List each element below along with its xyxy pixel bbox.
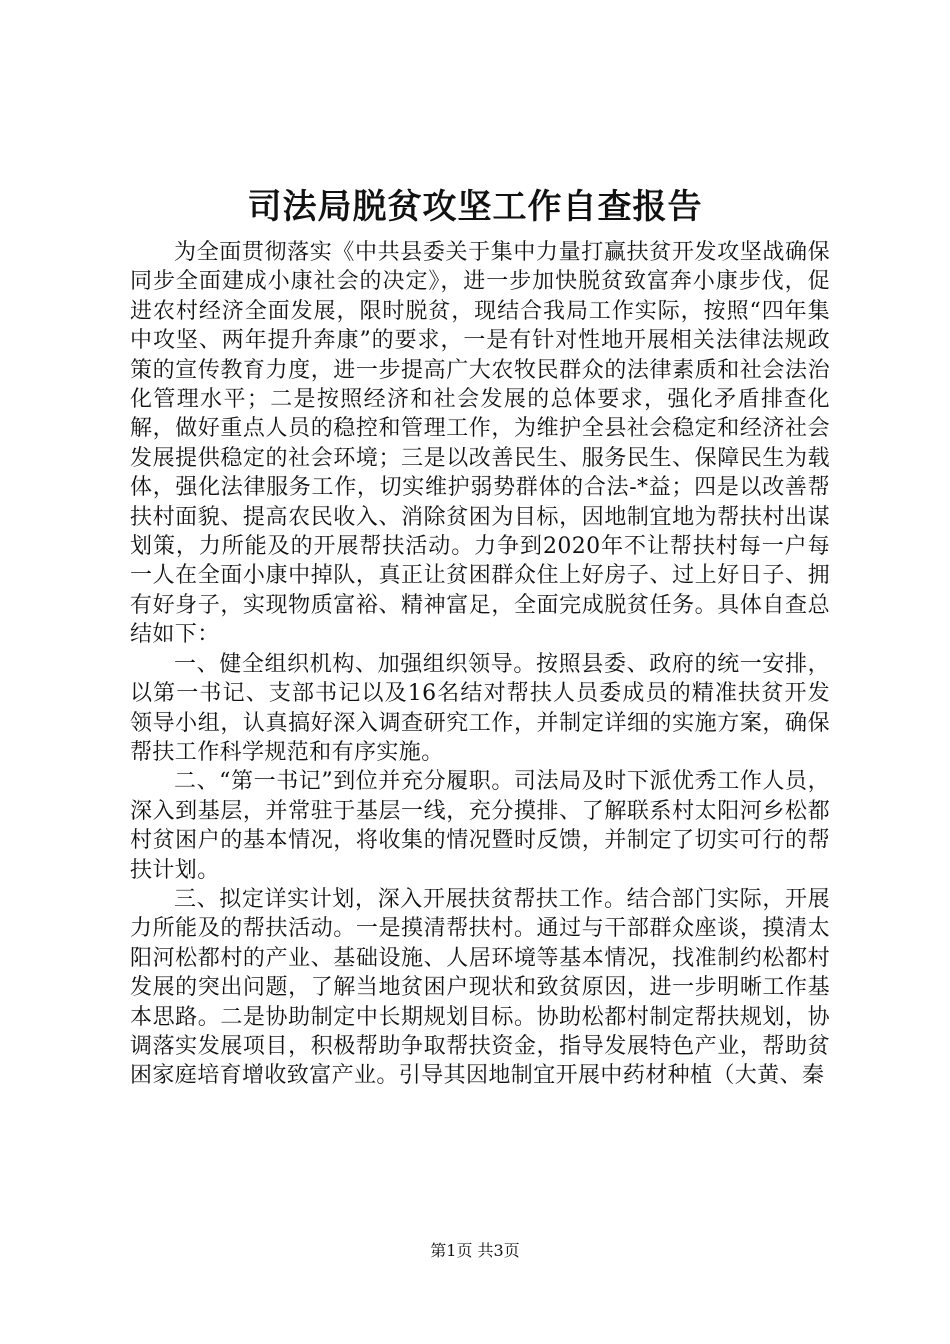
paragraph-section-1: 一、健全组织机构、加强组织领导。按照县委、政府的统一安排，以第一书记、支部书记以及16名结对帮扶人员委成员的精准扶贫开发领导小组，认真搞好深入调查研究工作，并制定详细的实施方案，确保帮扶工作科学规范和有序实施。 (130, 651, 830, 765)
page-number-footer: 第1页 共3页 (430, 1241, 520, 1260)
paragraph-section-2: 二、“第一书记”到位并充分履职。司法局及时下派优秀工作人员，深入到基层，并常驻于基层一线，充分摸排、了解联系村太阳河乡松都村贫困户的基本情况，将收集的情况暨时反馈，并制定了切实可行的帮扶计划。 (130, 769, 830, 883)
document-body (130, 238, 830, 1188)
paragraph-section-3: 三、拟定详实计划，深入开展扶贫帮扶工作。结合部门实际，开展力所能及的帮扶活动。一是摸清帮扶村。通过与干部群众座谈，摸清太阳河松都村的产业、基础设施、人居环境等基本情况，找准制约松都村发展的突出问题，了解当地贫困户现状和致贫原因，进一步明晰工作基本思路。二是协助制定中长期规划目标。协助松都村制定帮扶规划，协调落实发展项目，积极帮助争取帮扶资金，指导发展特色产业，帮助贫困家庭培育增收致富产业。引导其因地制宜开展中药材种植（大黄、秦 (130, 886, 830, 1089)
document-title: 司法局脱贫攻坚工作自查报告 (247, 187, 703, 227)
paragraph-intro: 为全面贯彻落实《中共县委关于集中力量打赢扶贫开发攻坚战确保同步全面建成小康社会的决定》，进一步加快脱贫致富奔小康步伐，促进农村经济全面发展，限时脱贫，现结合我局工作实际，按照“四年集中攻坚、两年提升奔康”的要求，一是有针对性地开展相关法律法规政策的宣传教育力度，进一步提高广大农牧民群众的法律素质和社会法治化管理水平；二是按照经济和社会发展的总体要求，强化矛盾排查化解，做好重点人员的稳控和管理工作，为维护全县社会稳定和经济社会发展提供稳定的社会环境；三是以改善民生、服务民生、保障民生为载体，强化法律服务工作，切实维护弱势群体的合法-*益；四是以改善帮扶村面貌、提高农民收入、消除贫困为目标，因地制宜地为帮扶村出谋划策，力所能及的开展帮扶活动。力争到2020年不让帮扶村每一户每一人在全面小康中掉队，真正让贫困群众住上好房子、过上好日子、拥有好身子，实现物质富裕、精神富足，全面完成脱贫任务。具体自查总结如下： (130, 240, 830, 648)
